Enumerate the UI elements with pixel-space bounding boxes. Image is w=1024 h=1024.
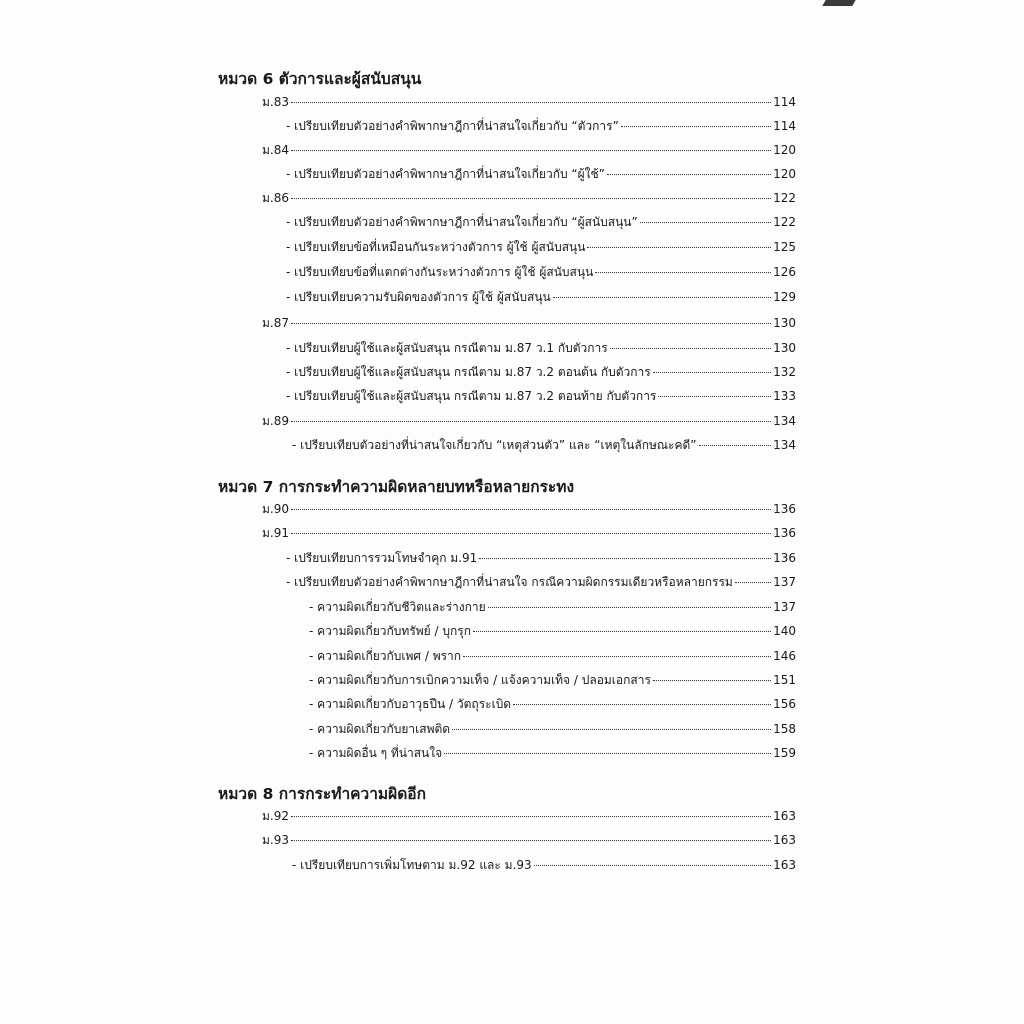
toc-entry: - เปรียบเทียบผู้ใช้และผู้สนับสนุน กรณีตาม ม.87 ว.2 ตอนต้น กับตัวการ 132 (286, 365, 796, 379)
toc-entry: ม.86 122 (262, 191, 796, 205)
section-7-heading: หมวด 7 การกระทำความผิดหลายบทหรือหลายกระทง (218, 478, 575, 496)
scan-corner-mark (822, 0, 855, 6)
toc-entry: ม.89 134 (262, 414, 796, 428)
section-8-heading: หมวด 8 การกระทำความผิดอีก (218, 785, 426, 803)
toc-entry: ม.93 163 (262, 833, 796, 847)
toc-entry: ม.91 136 (262, 526, 796, 540)
toc-entry: - เปรียบเทียบตัวอย่างคำพิพากษาฎีกาที่น่าสนใจเกี่ยวกับ “ตัวการ” 114 (286, 119, 796, 133)
toc-entry: ม.83 114 (262, 95, 796, 109)
toc-entry: - ความผิดเกี่ยวกับชีวิตและร่างกาย 137 (309, 600, 796, 614)
toc-entry: - ความผิดเกี่ยวกับอาวุธปืน / วัตถุระเบิด 156 (309, 697, 796, 711)
toc-entry: - เปรียบเทียบข้อที่เหมือนกันระหว่างตัวการ ผู้ใช้ ผู้สนับสนุน 125 (286, 240, 796, 254)
toc-entry: ม.87 130 (262, 316, 796, 330)
toc-entry: - เปรียบเทียบตัวอย่างคำพิพากษาฎีกาที่น่าสนใจเกี่ยวกับ “ผู้ใช้” 120 (286, 167, 796, 181)
toc-entry: ม.92 163 (262, 809, 796, 823)
toc-entry: - ความผิดอื่น ๆ ที่น่าสนใจ 159 (309, 746, 796, 760)
toc-entry: - ความผิดเกี่ยวกับยาเสพติด 158 (309, 722, 796, 736)
toc-entry: ม.90 136 (262, 502, 796, 516)
toc-entry: - เปรียบเทียบตัวอย่างคำพิพากษาฎีกาที่น่าสนใจเกี่ยวกับ “ผู้สนับสนุน” 122 (286, 215, 796, 229)
toc-entry: - เปรียบเทียบความรับผิดของตัวการ ผู้ใช้ ผู้สนับสนุน 129 (286, 290, 796, 304)
toc-entry: - เปรียบเทียบการเพิ่มโทษตาม ม.92 และ ม.93 163 (292, 858, 796, 872)
toc-entry: - ความผิดเกี่ยวกับเพศ / พราก 146 (309, 649, 796, 663)
toc-entry: - เปรียบเทียบตัวอย่างที่น่าสนใจเกี่ยวกับ “เหตุส่วนตัว” และ “เหตุในลักษณะคดี” 134 (292, 438, 796, 452)
toc-entry: - เปรียบเทียบข้อที่แตกต่างกันระหว่างตัวการ ผู้ใช้ ผู้สนับสนุน 126 (286, 265, 796, 279)
toc-entry: - เปรียบเทียบการรวมโทษจำคุก ม.91 136 (286, 551, 796, 565)
toc-entry: - เปรียบเทียบผู้ใช้และผู้สนับสนุน กรณีตาม ม.87 ว.2 ตอนท้าย กับตัวการ 133 (286, 389, 796, 403)
section-6-heading: หมวด 6 ตัวการและผู้สนับสนุน (218, 70, 422, 88)
toc-entry: - ความผิดเกี่ยวกับทรัพย์ / บุกรุก 140 (309, 624, 796, 638)
toc-entry: - เปรียบเทียบตัวอย่างคำพิพากษาฎีกาที่น่าสนใจ กรณีความผิดกรรมเดียวหรือหลายกรรม 137 (286, 575, 796, 589)
toc-entry: - เปรียบเทียบผู้ใช้และผู้สนับสนุน กรณีตาม ม.87 ว.1 กับตัวการ 130 (286, 341, 796, 355)
toc-entry: - ความผิดเกี่ยวกับการเบิกความเท็จ / แจ้งความเท็จ / ปลอมเอกสาร 151 (309, 673, 796, 687)
toc-entry: ม.84 120 (262, 143, 796, 157)
